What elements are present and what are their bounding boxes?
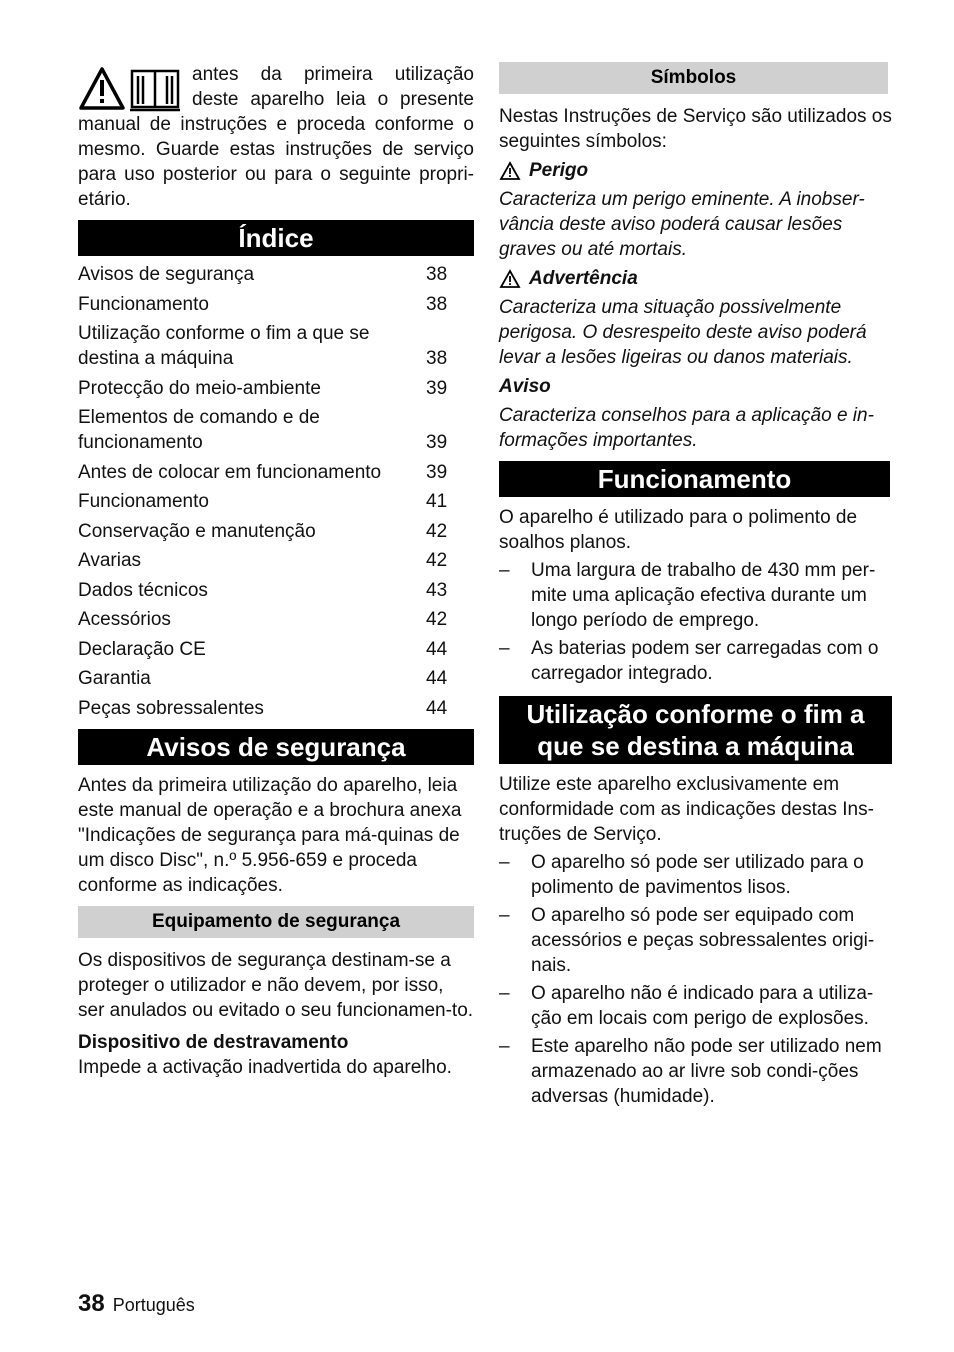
usage-heading: Utilização conforme o fim a que se destina a máquina	[499, 696, 892, 764]
index-item-label: Dados técnicos	[78, 579, 208, 601]
warning-triangle-icon	[499, 269, 521, 289]
index-item-label: Funcionamento	[78, 491, 209, 512]
index-item-label: Avisos de segurança	[78, 264, 255, 285]
index-item-page: 41	[426, 491, 448, 512]
index-item-label: Utilização conforme o fim a que se destina a máquina	[78, 323, 370, 369]
symbols-heading: Símbolos	[499, 62, 888, 94]
symbols-intro: Nestas Instruções de Serviço são utilizados os seguintes símbolos:	[499, 106, 892, 152]
index-item-label: Conservação e manutenção	[78, 520, 316, 542]
language-label: Português	[112, 1295, 195, 1315]
bullet-item: – Uma largura de trabalho de 430 mm per-mite uma aplicação efectiva durante um longo período de emprego.	[499, 560, 876, 631]
page-footer	[78, 1290, 195, 1318]
index-item-label: Antes de colocar em funcionamento	[78, 461, 382, 483]
index-item	[78, 519, 474, 544]
index-item-label: Elementos de comando e de funcionamento	[78, 407, 320, 453]
index-list	[78, 262, 474, 721]
index-item-label: Declaração CE	[78, 638, 206, 660]
bullet-item: – O aparelho só pode ser utilizado para o polimento de pavimentos lisos.	[499, 852, 864, 898]
index-item-page: 43	[426, 579, 448, 601]
unlock-text: Impede a activação inadvertida do aparelho.	[78, 1056, 452, 1078]
index-item-page: 39	[426, 461, 448, 483]
danger-label: Perigo	[499, 158, 895, 183]
index-item-page: 39	[426, 432, 448, 453]
index-item	[78, 405, 474, 455]
right-column	[499, 62, 895, 1109]
function-heading: Funcionamento	[499, 461, 890, 497]
index-item-page: 38	[426, 293, 448, 315]
warning-label: Advertência	[499, 266, 895, 291]
index-item	[78, 262, 474, 287]
index-item-page: 44	[426, 668, 448, 689]
index-item	[78, 696, 474, 721]
safety-text: Antes da primeira utilização do aparelho, leia este manual de operação e a brochura anexa "Indicações de segurança para má-quinas de um disco Disc", n.º 5.956-659 e proceda conforme as indicações.	[78, 774, 462, 896]
equipment-text: Os dispositivos de segurança destinam-se a proteger o utilizador e não devem, por isso, ser anulados ou evitado o seu funcionamen-to.	[78, 949, 474, 1021]
index-item-page: 42	[426, 609, 448, 630]
index-item-page: 38	[426, 264, 448, 285]
usage-list	[499, 850, 895, 1109]
danger-text: Caracteriza um perigo eminente. A inobser-vância deste aviso poderá causar lesões graves ou até mortais.	[499, 189, 865, 260]
warning-text: Caracteriza uma situação possivelmente perigosa. O desrespeito deste aviso poderá levar a lesões ligeiras ou danos materiais.	[499, 297, 867, 368]
intro-block	[78, 62, 474, 212]
index-item-label: Peças sobressalentes	[78, 697, 264, 719]
usage-text: Utilize este aparelho exclusivamente em conformidade com as indicações destas Ins-truções de Serviço.	[499, 774, 874, 845]
index-item-page: 44	[426, 638, 448, 660]
index-item	[78, 607, 474, 632]
index-item	[78, 292, 474, 317]
function-text: O aparelho é utilizado para o polimento de soalhos planos.	[499, 507, 858, 553]
bullet-item: – O aparelho só pode ser equipado com acessórios e peças sobressalentes origi-nais.	[499, 905, 875, 976]
warning-triangle-icon	[499, 161, 521, 181]
index-item-label: Garantia	[78, 668, 151, 689]
index-item-label: Acessórios	[78, 609, 171, 630]
index-item-label: Avarias	[78, 550, 142, 571]
index-heading: Índice	[78, 220, 474, 256]
book-icon	[130, 71, 180, 110]
index-item	[78, 578, 474, 603]
bullet-item: – O aparelho não é indicado para a utiliza-ção em locais com perigo de explosões.	[499, 983, 874, 1029]
left-column	[78, 62, 474, 1080]
index-item	[78, 460, 474, 485]
index-item-page: 42	[426, 520, 448, 542]
index-item-label: Funcionamento	[78, 293, 209, 315]
index-item	[78, 548, 474, 573]
index-item	[78, 321, 474, 371]
index-item-page: 38	[426, 348, 448, 369]
index-item-label: Protecção do meio-ambiente	[78, 377, 321, 399]
bullet-item: – Este aparelho não pode ser utilizado nem armazenado ao ar livre sob condi-ções adversas (humidade).	[499, 1036, 882, 1107]
note-text: Caracteriza conselhos para a aplicação e in-formações importantes.	[499, 405, 874, 451]
safety-heading: Avisos de segurança	[78, 729, 474, 765]
bullet-item: – As baterias podem ser carregadas com o carregador integrado.	[499, 638, 879, 684]
warning-triangle-icon	[81, 69, 123, 108]
index-item	[78, 666, 474, 691]
index-item	[78, 376, 474, 401]
unlock-heading: Dispositivo de destravamento	[78, 1031, 349, 1053]
page-number: 38	[78, 1290, 105, 1317]
equipment-heading: Equipamento de segurança	[78, 906, 474, 938]
index-item-page: 42	[426, 550, 448, 571]
intro-text: antes da primeira utilização deste aparelho leia o presente manual de instruções e proceda conforme o mesmo. Guarde estas instruções de serviço para uso posterior ou para o seguinte propri-etário.	[78, 64, 474, 210]
warning-book-icon	[78, 66, 182, 112]
function-list	[499, 558, 895, 686]
index-item-page: 44	[426, 697, 448, 719]
index-item	[78, 637, 474, 662]
index-item	[78, 489, 474, 514]
note-label: Aviso	[499, 376, 551, 397]
index-item-page: 39	[426, 377, 448, 399]
